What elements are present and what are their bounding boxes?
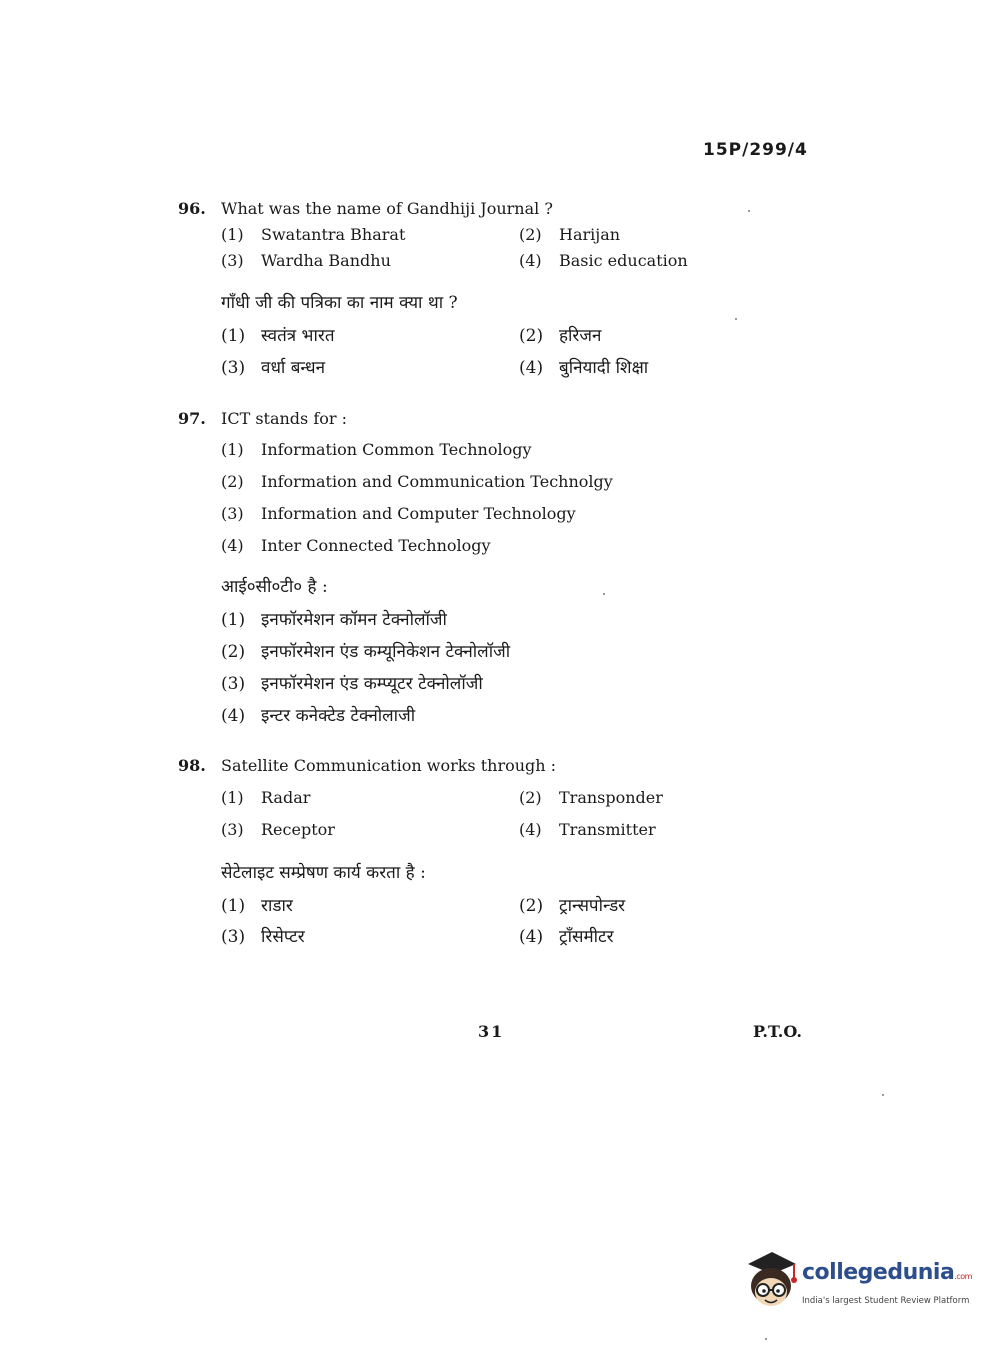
option: (2) Transponder xyxy=(519,788,663,807)
option: (2) Harijan xyxy=(519,225,621,244)
scan-speck xyxy=(735,318,737,320)
option-hi: (3) रिसेप्टर xyxy=(221,927,305,947)
question-number: 96. xyxy=(178,199,206,218)
collegedunia-logo xyxy=(742,1250,972,1320)
scan-speck xyxy=(603,593,605,595)
option-hi: (4) बुनियादी शिक्षा xyxy=(519,358,649,378)
question-text-en: What was the name of Gandhiji Journal ? xyxy=(221,199,553,218)
option: (4) Transmitter xyxy=(519,820,656,839)
scan-speck xyxy=(765,1338,767,1340)
option-hi: (4) इन्टर कनेक्टेड टेक्नोलाजी xyxy=(221,706,416,726)
question-text-en: Satellite Communication works through : xyxy=(221,756,557,775)
option: (1) Swatantra Bharat xyxy=(221,225,406,244)
question-text-hi: गाँधी जी की पत्रिका का नाम क्या था ? xyxy=(221,293,458,313)
question-text-en: ICT stands for : xyxy=(221,409,348,428)
option: (1) Information Common Technology xyxy=(221,440,532,459)
scan-speck xyxy=(748,210,750,212)
option: (3) Wardha Bandhu xyxy=(221,251,391,270)
question-text-hi: आई०सी०टी० है : xyxy=(221,577,328,597)
option-hi: (2) इनफॉरमेशन एंड कम्यूनिकेशन टेक्नोलॉजी xyxy=(221,642,511,662)
paper-code: 15P/299/4 xyxy=(703,140,808,160)
logo-tagline: India's largest Student Review Platform xyxy=(802,1296,970,1306)
option: (4) Basic education xyxy=(519,251,688,270)
option: (1) Radar xyxy=(221,788,311,807)
option: (2) Information and Communication Technolgy xyxy=(221,472,613,491)
option-hi: (3) वर्धा बन्धन xyxy=(221,358,326,378)
question-text-hi: सेटेलाइट सम्प्रेषण कार्य करता है : xyxy=(221,863,426,883)
option-hi: (1) स्वतंत्र भारत xyxy=(221,326,335,346)
option: (4) Inter Connected Technology xyxy=(221,536,491,555)
option: (3) Receptor xyxy=(221,820,335,839)
option-hi: (2) ट्रान्सपोन्डर xyxy=(519,896,626,916)
option-hi: (3) इनफॉरमेशन एंड कम्प्यूटर टेक्नोलॉजी xyxy=(221,674,483,694)
option-hi: (1) राडार xyxy=(221,896,293,916)
logo-wordmark: collegedunia.com xyxy=(802,1260,972,1285)
option-hi: (2) हरिजन xyxy=(519,326,602,346)
mascot-icon xyxy=(742,1250,800,1314)
pto-label: P.T.O. xyxy=(753,1022,802,1041)
question-number: 98. xyxy=(178,756,206,775)
question-number: 97. xyxy=(178,409,206,428)
scan-speck xyxy=(882,1094,884,1096)
page-number: 31 xyxy=(478,1022,505,1041)
option-hi: (1) इनफॉरमेशन कॉमन टेक्नोलॉजी xyxy=(221,610,447,630)
option: (3) Information and Computer Technology xyxy=(221,504,576,523)
option-hi: (4) ट्राँसमीटर xyxy=(519,927,614,947)
